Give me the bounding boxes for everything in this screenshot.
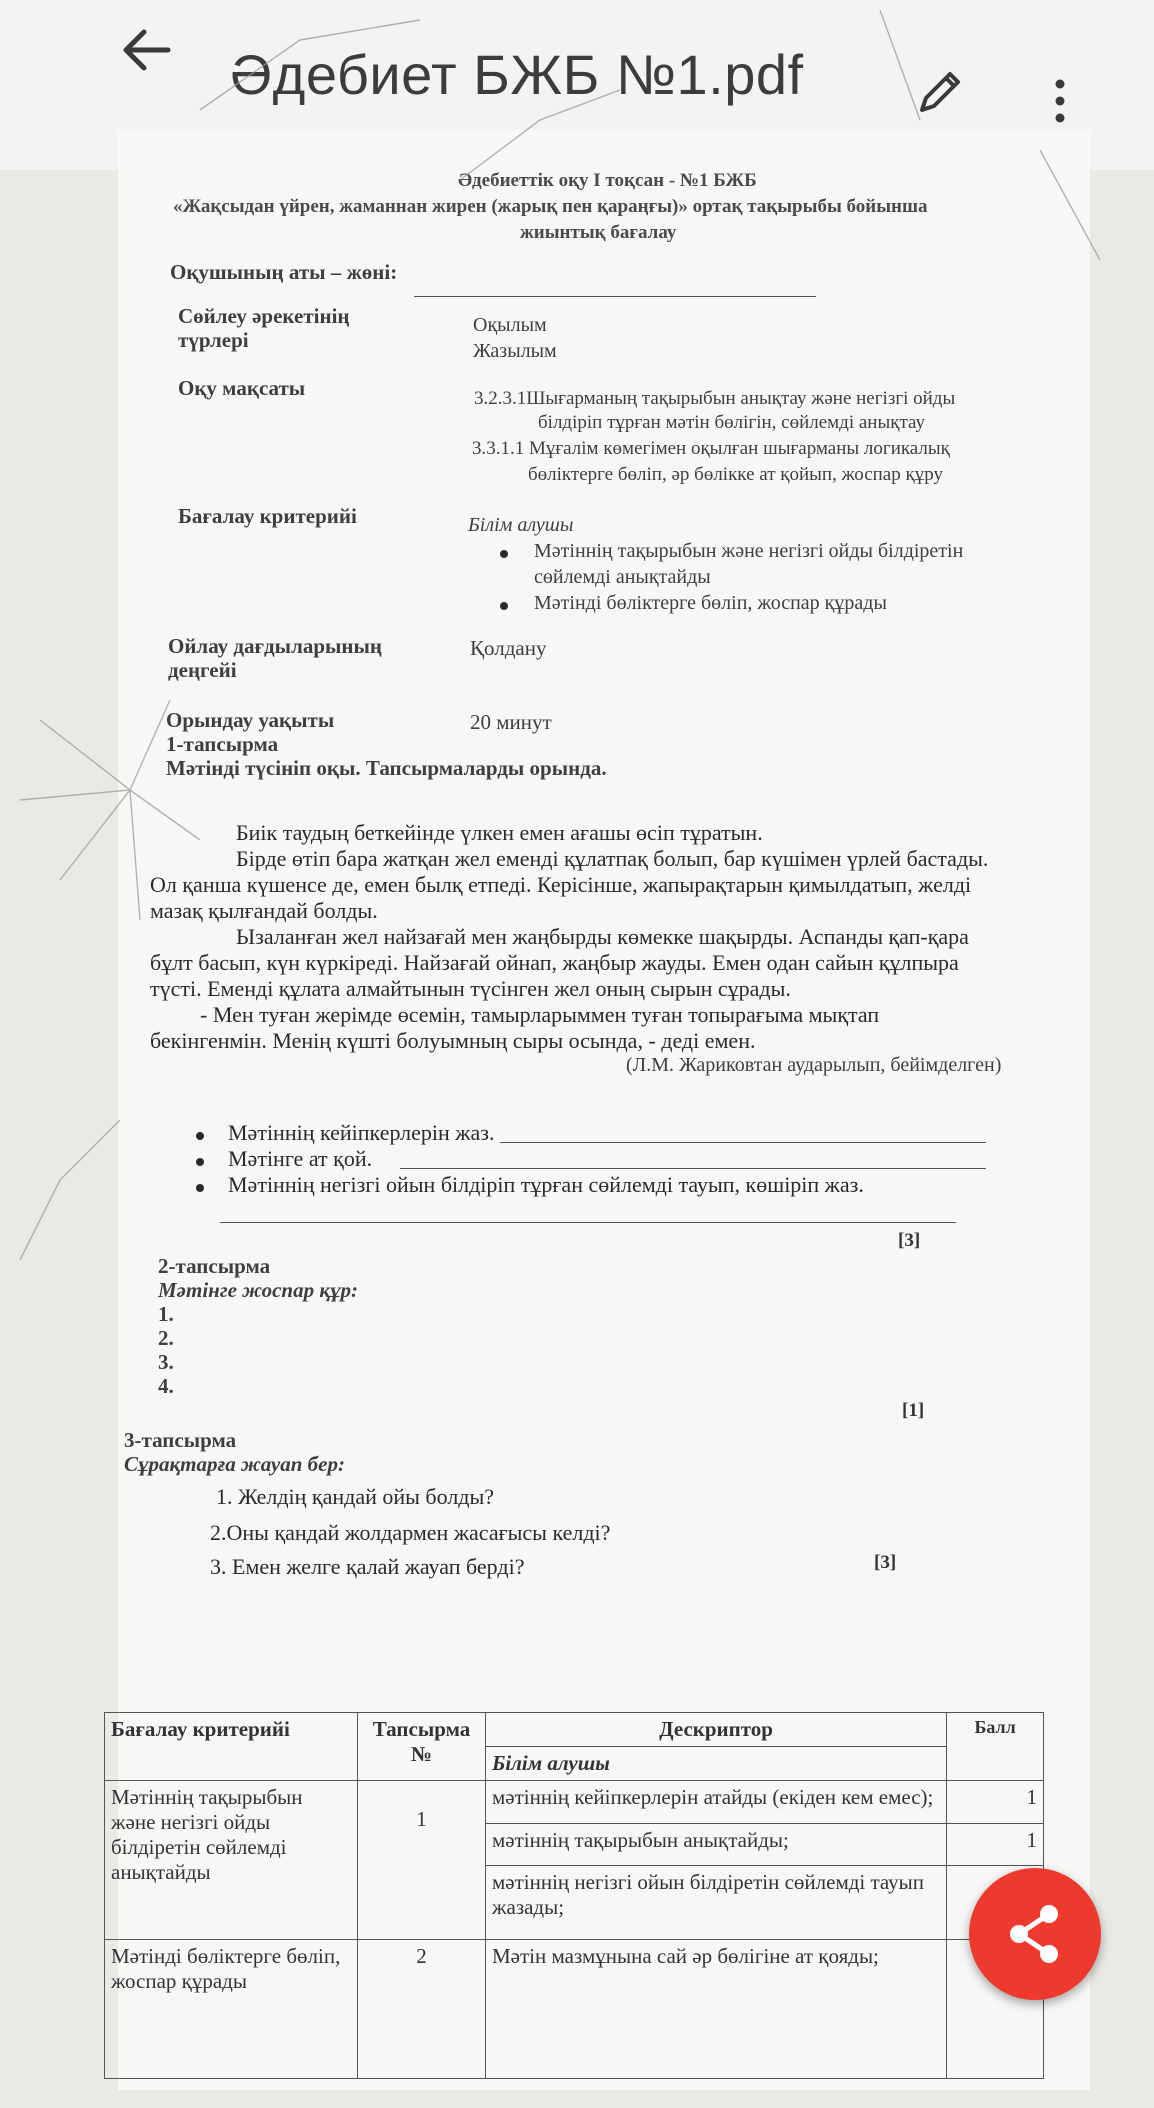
score-2: 1 [947, 1823, 1044, 1866]
table-header-descriptor: Дескриптор [485, 1713, 946, 1747]
task3-question-3: 3. Емен желге қалай жауап берді? [210, 1554, 525, 1579]
goal-2a: 3.3.1.1 Мұғалім көмегімен оқылған шығарманы логикалық [472, 438, 950, 459]
question-1: Мәтіннің кейіпкерлерін жаз. [228, 1120, 495, 1145]
goal-2b: бөліктерге бөліп, әр бөлікке ат қойып, жоспар құру [528, 464, 943, 485]
mark-task1: [3] [898, 1230, 921, 1251]
time-label: Орындау уақыты [166, 708, 335, 732]
plan-4: 4. [158, 1374, 174, 1398]
bullet [500, 602, 508, 610]
doc-theme-line-1: «Жақсыдан үйрен, жаманнан жирен (жарық пен қараңғы)» ортақ тақырыбы бойынша [173, 196, 928, 217]
answer-line-2 [400, 1168, 986, 1169]
task3-title: 3-тапсырма [124, 1428, 237, 1452]
task3-question-2: 2.Оны қандай жолдармен жасағысы келді? [210, 1520, 611, 1545]
task3-instruction: Сұрақтарға жауап бер: [124, 1452, 345, 1476]
story-source: (Л.М. Жариковтан аударылып, бейімделген) [626, 1054, 1002, 1076]
score-1: 1 [947, 1781, 1044, 1824]
goal-1b: білдіріп тұрған мәтін бөлігін, сөйлемді анықтау [538, 412, 925, 433]
criteria-1b: сөйлемді анықтайды [534, 566, 711, 588]
story-line-4: мазақ қылғандай болды. [150, 898, 378, 923]
descriptor-4: Мәтін мазмұнына сай әр бөлігіне ат қояды; [485, 1940, 946, 2079]
criteria-label: Бағалау критерийі [178, 504, 357, 528]
skills-label-2: түрлері [178, 328, 249, 352]
more-vertical-icon[interactable] [1050, 78, 1070, 124]
question-2: Мәтінге ат қой. [228, 1146, 373, 1171]
criteria-2: Мәтінді бөліктерге бөліп, жоспар құрады [534, 592, 887, 614]
table-learner: Білім алушы [485, 1747, 946, 1781]
descriptor-3: мәтіннің негізгі ойын білдіретін сөйлемді тауып жазады; [485, 1866, 946, 1940]
plan-2: 2. [158, 1326, 174, 1350]
story-line-5: Ызаланған жел найзағай мен жаңбырды көмекке шақырды. Аспанды қап-қара [236, 924, 969, 949]
thinking-value: Қолдану [470, 636, 547, 660]
skills-label-1: Сөйлеу әрекетінің [178, 304, 350, 328]
thinking-label-2: деңгейі [168, 658, 237, 682]
student-name-line [414, 296, 816, 297]
bullet [196, 1184, 204, 1192]
table-row2-criteria: Мәтінді бөліктерге бөліп, жоспар құрады [105, 1940, 358, 2079]
criteria-intro: Білім алушы [468, 514, 574, 536]
table-row1-task: 1 [357, 1781, 485, 1940]
bullet [196, 1158, 204, 1166]
pencil-icon[interactable] [912, 66, 966, 120]
plan-3: 3. [158, 1350, 174, 1374]
mark-task3: [3] [874, 1552, 897, 1573]
pdf-page[interactable] [111, 130, 1090, 2090]
table-row1-criteria: Мәтіннің тақырыбын және негізгі ойды білдіретін сөйлемді анықтайды [105, 1781, 358, 1940]
goal-1a: 3.2.3.1Шығарманың тақырыбын анықтау және негізгі ойды [474, 388, 956, 409]
story-line-3: Ол қанша күшенсе де, емен былқ етпеді. Керісінше, жапырақтарын қимылдатып, желді [150, 872, 972, 897]
table-header-score: Балл [947, 1713, 1044, 1781]
task3-question-1: 1. Желдің қандай ойы болды? [216, 1484, 495, 1509]
arrow-left-icon[interactable] [118, 22, 178, 78]
answer-line-3 [220, 1222, 956, 1223]
goal-label: Оқу мақсаты [178, 376, 306, 400]
story-line-2: Бірде өтіп бара жатқан жел еменді құлатпақ болып, бар күшімен үрлей бастады. [236, 846, 989, 871]
student-label: Оқушының аты – жөні: [170, 260, 398, 284]
doc-header: Әдебиеттік оқу I тоқсан - №1 БЖБ [458, 170, 757, 191]
criteria-1a: Мәтіннің тақырыбын және негізгі ойды білдіретін [534, 540, 964, 562]
doc-theme-line-2: жиынтық бағалау [520, 222, 677, 243]
share-icon [969, 1868, 1101, 2000]
criteria-table [104, 1712, 1044, 2079]
story-line-1: Биік таудың беткейінде үлкен емен ағашы өсіп тұратын. [236, 820, 763, 845]
question-3: Мәтіннің негізгі ойын білдіріп тұрған сөйлемді тауып, көшіріп жаз. [228, 1172, 864, 1197]
story-line-7: түсті. Еменді құлата алмайтынын түсінген жел оның сырын сұрады. [150, 976, 791, 1001]
skills-value-2: Жазылым [473, 340, 557, 362]
time-value: 20 минут [470, 710, 552, 734]
descriptor-1: мәтіннің кейіпкерлерін атайды (екіден кем емес); [485, 1781, 946, 1824]
share-button[interactable] [969, 1868, 1101, 2000]
table-row2-task: 2 [357, 1940, 485, 2079]
story-line-8: - Мен туған жерімде өсемін, тамырларыммен туған топырағыма мықтап [200, 1002, 880, 1027]
plan-1: 1. [158, 1302, 174, 1326]
thinking-label-1: Ойлау дағдыларының [168, 634, 383, 658]
descriptor-2: мәтіннің тақырыбын анықтайды; [485, 1823, 946, 1866]
table-header-criteria: Бағалау критерийі [105, 1713, 358, 1781]
story-line-6: бұлт басып, күн күркіреді. Найзағай ойнап, жаңбыр жауды. Емен одан сайын құлпыра [150, 950, 959, 975]
answer-line-1 [500, 1142, 986, 1143]
mark-task2: [1] [902, 1400, 925, 1421]
table-header-task: Тапсырма № [357, 1713, 485, 1781]
task1-title: 1-тапсырма [166, 732, 279, 756]
document-title: Әдебиет БЖБ №1.pdf [230, 43, 804, 106]
task2-title: 2-тапсырма [158, 1254, 271, 1278]
skills-value-1: Оқылым [473, 314, 547, 336]
bullet [500, 550, 508, 558]
bullet [196, 1132, 204, 1140]
task2-instruction: Мәтінге жоспар құр: [158, 1278, 359, 1302]
story-line-9: бекінгенмін. Менің күшті болуымның сыры осында, - деді емен. [150, 1028, 756, 1053]
task1-instruction: Мәтінді түсініп оқы. Тапсырмаларды орында. [166, 756, 607, 780]
